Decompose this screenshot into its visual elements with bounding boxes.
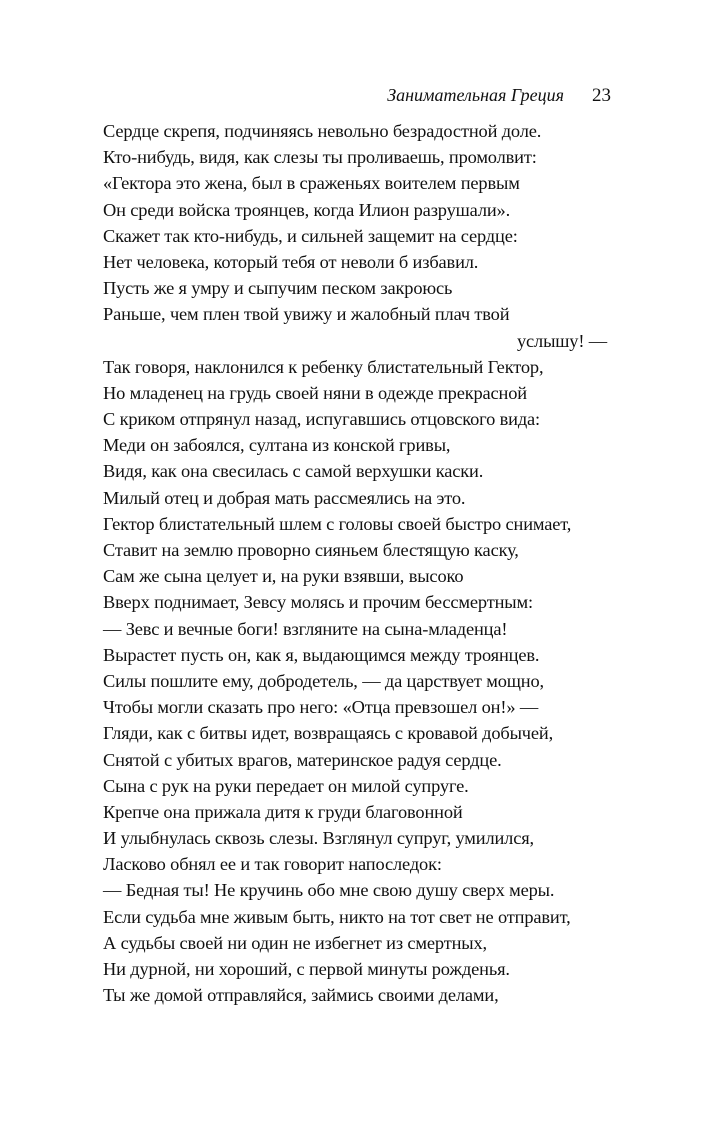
verse-line: Сам же сына целует и, на руки взявши, высоко xyxy=(103,566,464,587)
verse-line: А судьбы своей ни один не избегнет из смертных, xyxy=(103,932,487,953)
verse-line: Силы пошлите ему, добродетель, — да царствует мощно, xyxy=(103,670,544,691)
verse-line: — Бедная ты! Не кручинь обо мне свою душу сверх меры. xyxy=(103,880,555,901)
verse-line: Ласково обнял ее и так говорит напоследок: xyxy=(103,854,442,875)
page-number: 23 xyxy=(592,85,611,106)
verse-line: «Гектора это жена, был в сраженьях воителем первым xyxy=(103,173,520,194)
verse-line: И улыбнулась сквозь слезы. Взглянул супруг, умилился, xyxy=(103,828,534,849)
verse-line: Пусть же я умру и сыпучим песком закроюсь xyxy=(103,278,453,299)
verse-line: Скажет так кто-нибудь, и сильней защемит на сердце: xyxy=(103,225,518,246)
verse-line: Но младенец на грудь своей няни в одежде прекрасной xyxy=(103,382,527,403)
verse-line: С криком отпрянул назад, испугавшись отцовского вида: xyxy=(103,409,541,430)
verse-line: Вырастет пусть он, как я, выдающимся между троянцев. xyxy=(103,644,540,665)
verse-line: Гляди, как с битвы идет, возвращаясь с кровавой добычей, xyxy=(103,723,554,744)
verse-line: Видя, как она свесилась с самой верхушки каски. xyxy=(103,461,484,482)
verse-line: Крепче она прижала дитя к груди благовонной xyxy=(103,801,463,822)
verse-line: Милый отец и добрая мать рассмеялись на это. xyxy=(103,487,466,508)
running-header-title: Занимательная Греция xyxy=(387,85,564,105)
verse-line: Кто-нибудь, видя, как слезы ты проливаешь, промолвит: xyxy=(103,147,537,168)
poem-text xyxy=(103,118,613,1008)
verse-line: Ни дурной, ни хороший, с первой минуты рожденья. xyxy=(103,959,510,979)
verse-line: услышу! — xyxy=(516,330,607,351)
verse-line: Если судьба мне живым быть, никто на тот свет не отправит, xyxy=(103,906,571,927)
verse-line: Меди он забоялся, султана из конской гривы, xyxy=(103,435,451,456)
verse-line: Так говоря, наклонился к ребенку блистательный Гектор, xyxy=(103,356,544,377)
verse-line: Нет человека, который тебя от неволи б избавил. xyxy=(103,251,479,272)
verse-line: Раньше, чем плен твой увижу и жалобный плач твой xyxy=(103,304,510,325)
verse-line: Ставит на землю проворно сияньем блестящую каску, xyxy=(103,540,519,560)
verse-line: Гектор блистательный шлем с головы своей быстро снимает, xyxy=(103,513,572,534)
verse-line: Чтобы могли сказать про него: «Отца превзошел он!» — xyxy=(103,697,539,718)
verse-line: Ты же домой отправляйся, займись своими делами, xyxy=(103,985,499,1006)
verse-line: Сердце скрепя, подчиняясь невольно безрадостной доле. xyxy=(103,121,542,141)
running-header xyxy=(387,84,611,107)
verse-line: Вверх поднимает, Зевсу молясь и прочим бессмертным: xyxy=(103,592,533,613)
verse-line: — Зевс и вечные боги! взгляните на сына-младенца! xyxy=(103,618,508,639)
verse-line: Снятой с убитых врагов, материнское радуя сердце. xyxy=(103,749,502,770)
verse-line: Сына с рук на руки передает он милой супруге. xyxy=(103,775,469,796)
verse-line: Он среди войска троянцев, когда Илион разрушали». xyxy=(103,199,511,220)
